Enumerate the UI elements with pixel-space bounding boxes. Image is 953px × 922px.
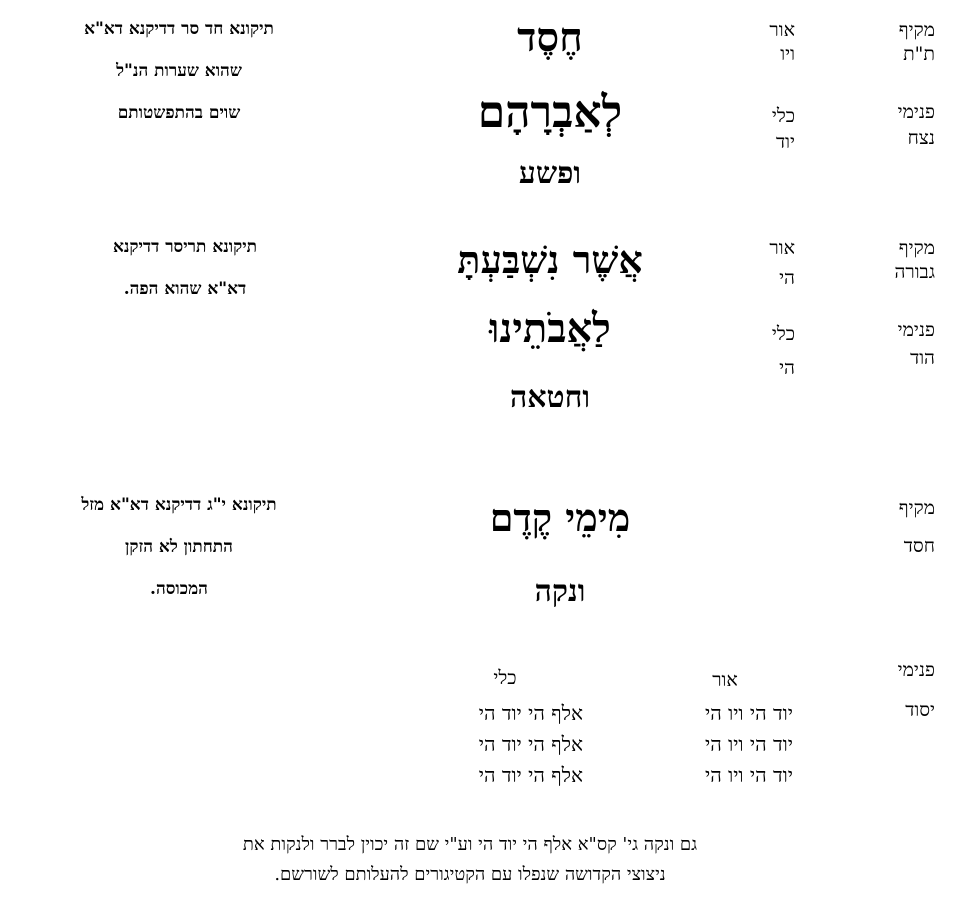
kli-column — [413, 698, 583, 791]
label-or: אור — [769, 237, 795, 259]
or-column — [643, 698, 793, 791]
label-kli: כלי — [771, 105, 795, 127]
label-letters: הי — [779, 357, 795, 379]
note-line: שוים בהתפשטותם — [117, 103, 241, 123]
paragraph-line: גם ונקה גי' קס"א אלף הי יוד הי וע"י שם זה יכוין לברר ולנקות את — [242, 834, 698, 855]
label-makif: מקיף — [898, 237, 935, 259]
note-line: תיקונא חד סר דדיקנא דא"א — [84, 19, 274, 39]
closing-paragraph — [60, 830, 880, 890]
verse-word: לַאֲבֹתֵינוּ — [489, 305, 611, 352]
kabbalah-note — [40, 232, 330, 304]
label-makif: מקיף — [898, 19, 935, 41]
note-line: תיקונא תריסר דדיקנא — [112, 237, 258, 257]
label-kli: כלי — [771, 323, 795, 345]
label-sefira: יסוד — [905, 699, 935, 721]
column-header-kli: כלי — [493, 667, 517, 689]
paragraph-line: ניצוצי הקדושה שנפלו עם הקטיגורים להעלותם לשורשם. — [274, 864, 666, 885]
verse-word: לְאַבְרָהָם — [477, 87, 623, 138]
or-row: יוד הי ויו הי — [704, 732, 793, 756]
label-or: אור — [769, 19, 795, 41]
label-letters: יוד — [776, 131, 795, 153]
note-line: דא"א שהוא הפה. — [123, 279, 247, 299]
verse-word: מִימֵי קֶדֶם — [489, 495, 631, 540]
label-sefira: הוד — [910, 347, 935, 369]
verse-word: חֶסֶד — [517, 14, 583, 61]
or-row: יוד הי ויו הי — [704, 763, 793, 787]
label-letters: הי — [779, 267, 795, 289]
label-letters: ויו — [780, 43, 795, 65]
kli-row: אלף הי יוד הי — [478, 701, 583, 725]
note-line: תיקונא י"ג דדיקנא דא"א מזל — [81, 495, 277, 515]
note-line: המכוסה. — [150, 579, 208, 599]
label-sefira: גבורה — [894, 261, 935, 283]
kli-row: אלף הי יוד הי — [478, 732, 583, 756]
label-pnimi: פנימי — [897, 101, 935, 123]
sin-word: וחטאה — [509, 380, 591, 415]
note-line: התחתון לא הזקן — [125, 537, 233, 557]
label-pnimi: פנימי — [897, 659, 935, 681]
sin-word: ופשע — [518, 156, 582, 191]
kabbalah-note — [14, 14, 344, 128]
column-header-or: אור — [712, 669, 738, 691]
label-sefira: ת"ת — [903, 43, 935, 65]
label-sefira: נצח — [907, 127, 935, 149]
sin-word: ונקה — [534, 574, 586, 609]
label-sefira: חסד — [903, 535, 935, 557]
label-makif: מקיף — [898, 497, 935, 519]
kabbalah-note — [14, 490, 344, 604]
kli-row: אלף הי יוד הי — [478, 763, 583, 787]
label-pnimi: פנימי — [897, 319, 935, 341]
verse-word: אֲשֶׁר נִשְׁבַּעְתָּ — [457, 237, 643, 282]
note-line: שהוא שערות הנ"ל — [116, 61, 242, 81]
or-row: יוד הי ויו הי — [704, 701, 793, 725]
